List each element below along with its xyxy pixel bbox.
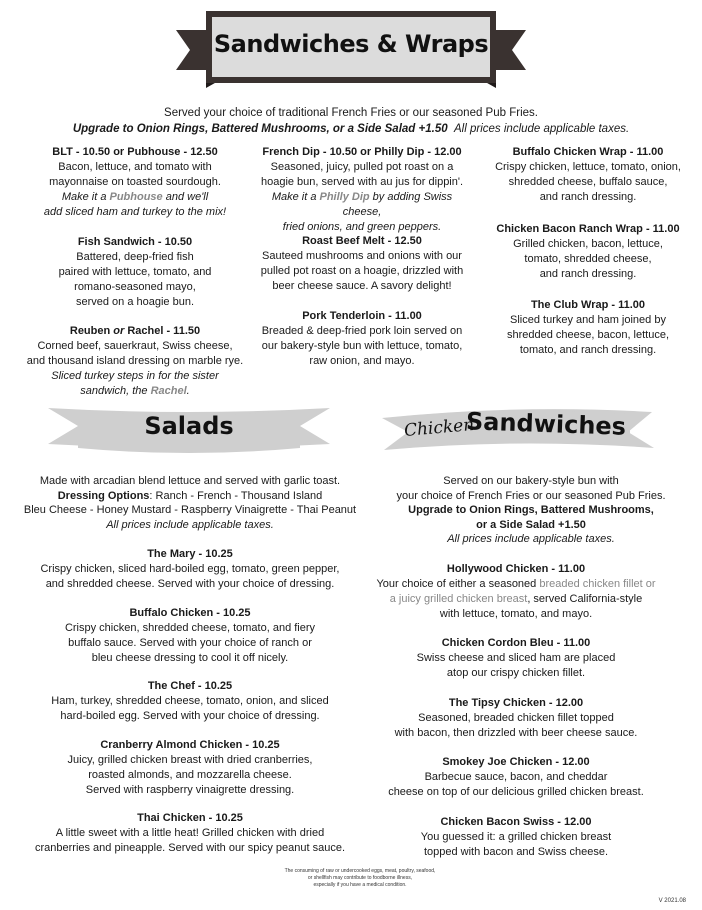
taxes-note: All prices include applicable taxes.: [106, 518, 274, 531]
upgrade-text: Upgrade to Onion Rings, Battered Mushrooms,: [408, 504, 654, 516]
item-desc: paired with lettuce, tomato, and: [58, 266, 212, 278]
item-desc: our bakery-style bun with lettuce, tomato,: [261, 340, 463, 352]
item-desc: atop our crispy chicken fillet.: [446, 667, 586, 679]
item-name: French Dip - 10.50 or Philly Dip - 12.00: [262, 146, 462, 158]
item-desc: bleu cheese dressing to cool it off nicely.: [91, 652, 289, 664]
item-name: The Mary - 10.25: [147, 548, 233, 560]
item-desc: cranberries and pineapple. Served with our spicy peanut sauce.: [34, 842, 346, 854]
item-desc: fried onions, and green peppers.: [282, 221, 442, 233]
menu-item-cranberry-almond-chicken: [10, 738, 370, 798]
menu-item-french-dip: [252, 145, 472, 235]
menu-item-pork-tenderloin: [252, 309, 472, 369]
item-desc: Make it a Philly Dip by adding Swiss cheese,: [271, 191, 453, 218]
item-name: Roast Beef Melt - 12.50: [302, 235, 422, 247]
item-desc: Swiss cheese and sliced ham are placed: [416, 652, 616, 664]
upgrade-text: Upgrade to Onion Rings, Battered Mushrooms, or a Side Salad +1.50: [72, 123, 448, 135]
intro-text: Made with arcadian blend lettuce and served with garlic toast.: [39, 475, 341, 487]
chicken-title-script: Chicken: [403, 414, 475, 442]
item-name: Buffalo Chicken Wrap - 11.00: [512, 146, 664, 158]
version-label: V 2021.08: [658, 898, 686, 904]
item-desc: pulled pot roast on a hoagie, drizzled with: [260, 265, 464, 277]
intro-line-1: Served your choice of traditional French Fries or our seasoned Pub Fries.: [164, 107, 538, 119]
item-desc: Your choice of either a seasoned breaded chicken fillet or: [376, 578, 656, 590]
item-desc: Make it a Pubhouse and we'll: [61, 191, 209, 203]
item-desc: and ranch dressing.: [539, 268, 637, 280]
chicken-title-main: Sandwiches: [465, 407, 627, 441]
taxes-note: All prices include applicable taxes.: [447, 533, 615, 545]
menu-item-fish-sandwich: [10, 235, 260, 310]
item-desc: mayonnaise on toasted sourdough.: [49, 176, 221, 188]
item-desc: with lettuce, tomato, and mayo.: [439, 608, 593, 620]
item-desc: Sauteed mushrooms and onions with our: [262, 250, 462, 262]
item-desc: You guessed it: a grilled chicken breast: [420, 831, 612, 843]
item-desc: Crispy chicken, lettuce, tomato, onion,: [495, 161, 681, 173]
intro-text: Bleu Cheese - Honey Mustard - Raspberry Vinaigrette - Thai Peanut: [23, 504, 357, 516]
menu-item-roast-beef-melt: [252, 234, 472, 294]
food-safety-disclaimer: [270, 868, 450, 889]
item-name: The Club Wrap - 11.00: [530, 299, 646, 311]
disclaimer-line: especially if you have a medical condition.: [313, 882, 407, 888]
item-name: Chicken Bacon Ranch Wrap - 11.00: [496, 223, 680, 235]
item-desc: Ham, turkey, shredded cheese, tomato, onion, and sliced: [51, 695, 329, 707]
intro-text: your choice of French Fries or our seasoned Pub Fries.: [396, 489, 666, 502]
page-title: Sandwiches & Wraps: [213, 30, 489, 58]
menu-item-chicken-bacon-ranch-wrap: [488, 222, 688, 282]
item-desc: sandwich, the Rachel.: [80, 385, 190, 397]
item-desc: hoagie bun, served with au jus for dippin'.: [260, 176, 464, 188]
item-name: Chicken Cordon Bleu - 11.00: [441, 637, 591, 649]
item-desc: beer cheese sauce. A savory delight!: [272, 280, 452, 292]
menu-item-smokey-joe-chicken: [362, 755, 670, 800]
menu-item-tipsy-chicken: [362, 696, 670, 741]
item-desc: a juicy grilled chicken breast, served California-style: [389, 593, 643, 605]
intro-text: Served on our bakery-style bun with: [443, 475, 619, 487]
item-desc: and shredded cheese. Served with your choice of dressing.: [45, 578, 335, 590]
item-desc: shredded cheese, bacon, lettuce,: [506, 329, 670, 341]
menu-item-blt: [10, 145, 260, 220]
salads-intro: [10, 474, 370, 532]
menu-item-thai-chicken: [10, 811, 370, 856]
item-desc: A little sweet with a little heat! Grilled chicken with dried: [55, 827, 325, 839]
item-desc: Juicy, grilled chicken breast with dried cranberries,: [67, 754, 313, 766]
item-name: The Chef - 10.25: [147, 680, 233, 692]
disclaimer-line: The consuming of raw or undercooked eggs, meat, poultry, seafood,: [284, 868, 436, 874]
menu-item-buffalo-chicken-salad: [10, 606, 370, 666]
item-desc: tomato, shredded cheese,: [524, 253, 652, 265]
item-name: Reuben or Rachel - 11.50: [69, 325, 201, 337]
item-desc: Bacon, lettuce, and tomato with: [58, 161, 212, 173]
menu-item-chicken-bacon-swiss: [362, 815, 670, 860]
menu-item-the-chef: [10, 679, 370, 724]
menu-item-club-wrap: [488, 298, 688, 358]
item-name: Thai Chicken - 10.25: [137, 812, 243, 824]
item-name: BLT - 10.50 or Pubhouse - 12.50: [52, 146, 218, 158]
item-desc: Seasoned, breaded chicken fillet topped: [418, 712, 614, 724]
item-desc: raw onion, and mayo.: [309, 355, 415, 367]
item-desc: and thousand island dressing on marble rye.: [26, 355, 244, 367]
menu-item-buffalo-chicken-wrap: [488, 145, 688, 205]
item-desc: buffalo sauce. Served with your choice of ranch or: [68, 637, 312, 649]
item-desc: Grilled chicken, bacon, lettuce,: [513, 238, 663, 250]
item-desc: Served with raspberry vinaigrette dressing.: [85, 784, 295, 796]
item-desc: tomato, and ranch dressing.: [519, 344, 657, 356]
disclaimer-line: or shellfish may contribute to foodborne illness,: [307, 875, 413, 881]
item-name: The Tipsy Chicken - 12.00: [448, 697, 584, 709]
salads-title: Salads: [144, 412, 234, 440]
item-desc: hard-boiled egg. Served with your choice of dressing.: [60, 710, 320, 722]
header-banner: [176, 8, 526, 98]
item-desc: Crispy chicken, sliced hard-boiled egg, tomato, green pepper,: [40, 563, 340, 575]
dressing-options: Dressing Options: Ranch - French - Thousand Island: [57, 489, 323, 502]
item-desc: Sliced turkey and ham joined by: [510, 314, 666, 326]
item-name: Hollywood Chicken - 11.00: [446, 563, 586, 575]
item-desc: topped with bacon and Swiss cheese.: [423, 846, 609, 858]
item-desc: Battered, deep-fried fish: [76, 251, 194, 263]
menu-item-the-mary: [10, 547, 370, 592]
item-name: Pork Tenderloin - 11.00: [302, 310, 422, 322]
item-desc: cheese on top of our delicious grilled chicken breast.: [388, 786, 644, 798]
menu-item-hollywood-chicken: [362, 562, 670, 622]
item-name: Fish Sandwich - 10.50: [77, 236, 193, 248]
item-desc: served on a hoagie bun.: [75, 296, 195, 308]
item-name: Smokey Joe Chicken - 12.00: [442, 756, 590, 768]
menu-item-chicken-cordon-bleu: [362, 636, 670, 681]
upgrade-text: or a Side Salad +1.50: [476, 518, 586, 531]
chicken-intro: [370, 474, 692, 547]
item-desc: Breaded & deep-fried pork loin served on: [261, 325, 463, 337]
item-desc: shredded cheese, buffalo sauce,: [508, 176, 668, 188]
item-name: Cranberry Almond Chicken - 10.25: [100, 739, 280, 751]
item-desc: Corned beef, sauerkraut, Swiss cheese,: [37, 340, 233, 352]
item-desc: with bacon, then drizzled with beer cheese sauce.: [394, 727, 638, 739]
item-desc: romano-seasoned mayo,: [74, 281, 196, 293]
item-desc: Seasoned, juicy, pulled pot roast on a: [270, 161, 454, 173]
taxes-note: All prices include applicable taxes.: [454, 123, 630, 135]
item-desc: roasted almonds, and mozzarella cheese.: [88, 769, 292, 781]
menu-item-reuben: [10, 324, 260, 399]
intro-line-2: [0, 122, 702, 137]
item-desc: Crispy chicken, shredded cheese, tomato, and fiery: [64, 622, 316, 634]
item-desc: and ranch dressing.: [539, 191, 637, 203]
item-name: Chicken Bacon Swiss - 12.00: [440, 816, 592, 828]
item-desc: add sliced ham and turkey to the mix!: [43, 206, 227, 218]
item-desc: Sliced turkey steps in for the sister: [51, 370, 219, 382]
item-name: Buffalo Chicken - 10.25: [129, 607, 251, 619]
item-desc: Barbecue sauce, bacon, and cheddar: [424, 771, 608, 783]
